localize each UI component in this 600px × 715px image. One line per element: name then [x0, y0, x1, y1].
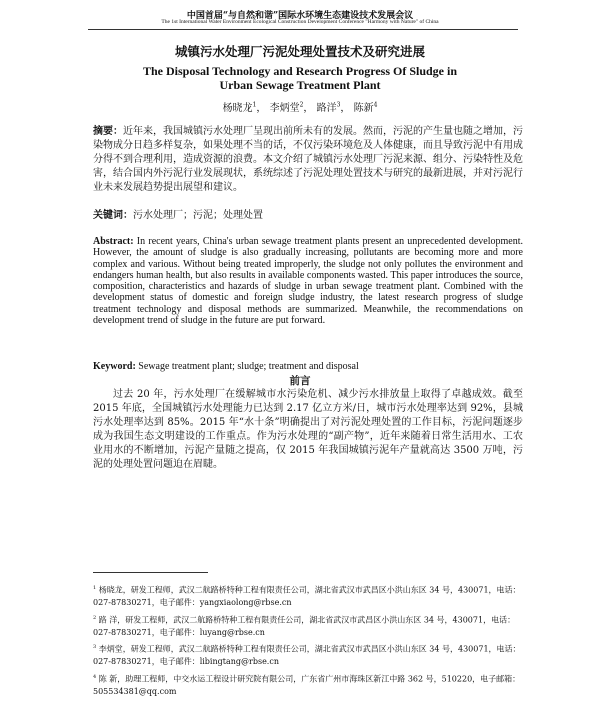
abstract-en-text: In recent years, China's urban sewage treatment plants present an unprecedented development. However, the amount of sludge is also gradually increasing, pollutants are becoming more and more complex and various. Without being treated improperly, the sludge not only pollutes the environment and endangers human health, but also results in available components wasted. This paper introduces the source, composition, characteristics and hazards of sludge in urban sewage treatment plant. Combined with the development status of domestic and foreign sludge industry, the latest research progress of sludge treatment technology and disposal methods are summarized. Meanwhile, the recommendations on development trend of sludge in the future are put forward. [93, 236, 524, 327]
author-mark: 2 [299, 101, 304, 109]
keywords-zh-label: 关键词： [93, 210, 133, 221]
author-mark: 3 [336, 101, 341, 109]
author-name: 路洋 [316, 103, 337, 114]
footnote-text: 路 洋，研发工程师，武汉二航路桥特种工程有限责任公司，湖北省武汉市武昌区小洪山东区 34 号，430071，电话：027-87830271，电子邮件：luyang@rbse.cn [93, 615, 516, 637]
paper-title-en-line1: The Disposal Technology and Research Progress Of Sludge in [142, 64, 458, 78]
paper-title-en-line2: Urban Sewage Treatment Plant [219, 78, 381, 92]
keywords-zh-text: 污水处理厂；污泥；处理处置 [133, 210, 263, 221]
keywords-en [93, 361, 523, 373]
author-name: 杨晓龙 [222, 103, 253, 114]
abstract-zh [93, 125, 523, 195]
footnote-divider [93, 572, 208, 573]
author-list [60, 99, 540, 114]
author-separator: ， [340, 103, 351, 114]
keywords-en-text: Sewage treatment plant; sludge; treatment and disposal [138, 361, 359, 372]
author-separator: ， [303, 103, 314, 114]
header-divider [88, 29, 518, 30]
footnote-text: 陈 新，助理工程师，中交水运工程设计研究院有限公司，广东省广州市海珠区新江中路 362 号，510220，电子邮箱：505534381@qq.com [93, 674, 521, 696]
footnote-mark: 4 [93, 674, 97, 680]
keywords-zh [93, 209, 523, 223]
footnote-mark: 2 [93, 615, 97, 621]
abstract-zh-label: 摘要： [93, 126, 123, 137]
footnote-text: 杨晓龙，研发工程师，武汉二航路桥特种工程有限责任公司，湖北省武汉市武昌区小洪山东区 34 号，430071，电话：027-87830271，电子邮件：yangxiaolong@rbse.cn [93, 585, 521, 607]
paper-title-zh: 城镇污水处理厂污泥处理处置技术及研究进展 [174, 44, 425, 59]
footnote [93, 641, 523, 668]
author-name: 李炳堂 [269, 103, 300, 114]
abstract-en [93, 236, 523, 326]
author-separator: ， [256, 103, 267, 114]
paper-title-en [90, 64, 510, 92]
footnote [93, 582, 523, 609]
footnote-text: 李炳堂，研发工程师，武汉二航路桥特种工程有限责任公司，湖北省武汉市武昌区小洪山东区 34 号，430071，电话：027-87830271，电子邮件：libingtang@rbse.cn [93, 644, 521, 666]
abstract-en-label: Abstract: [93, 236, 134, 247]
author-mark: 4 [373, 101, 378, 109]
author-name: 陈新 [353, 103, 374, 114]
keywords-en-label: Keyword: [93, 361, 136, 372]
conference-header-en: The 1st International Water Environment Ecological Construction Development Conference "Harmony with Nature" of China [161, 19, 439, 25]
footnote [93, 671, 523, 698]
author-mark: 1 [252, 101, 257, 109]
footnote [93, 612, 523, 639]
footnote-mark: 1 [93, 585, 97, 591]
abstract-zh-text: 近年来，我国城镇污水处理厂呈现出前所未有的发展。然而，污泥的产生量也随之增加，污染物成分日趋多样复杂，如果处理不当的话，不仅污染环境危及人体健康，而且导致污泥中有用成分得不到合理利用，造成资源的浪费。本文介绍了城镇污水处理厂污泥来源、组分、污染特性及危害，结合国内外污泥行业发展现状，系统综述了污泥处理处置技术与研究的最新进展，并对污泥行业未来发展趋势提出展望和建议。 [93, 126, 523, 193]
conference-header-zh: 中国首届“与自然和谐”国际水环境生态建设技术发展会议 [186, 11, 414, 21]
footnote-mark: 3 [93, 644, 97, 650]
intro-heading: 前言 [289, 375, 311, 387]
intro-paragraph: 过去 20 年，污水处理厂在缓解城市水污染危机、减少污水排放量上取得了卓越成效。截至 2015 年底，全国城镇污水处理能力已达到 2.17 亿立方米/日，城市污水处理率达到 92%，县城污水处理率达到 85%。2015 年“水十条”明确提出了对污泥处理处置的工作目标，污泥问题逐步成为我国生态文明建设的工作重点。作为污水处理的“副产物”，近年来随着日常生活用水、工农业用水的不断增加，污泥产量随之提高，仅 2015 年我国城镇污泥年产量就高达 3500 万吨，污泥的处理处置问题迫在眉睫。 [93, 389, 523, 470]
